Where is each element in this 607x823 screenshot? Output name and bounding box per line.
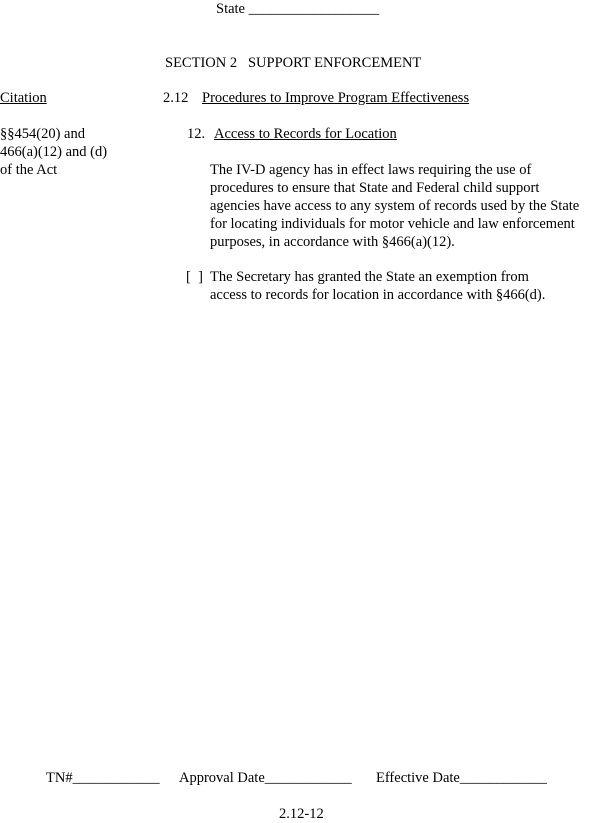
section-title: SECTION 2 SUPPORT ENFORCEMENT: [165, 55, 422, 71]
item-body-line: procedures to ensure that State and Federal child support: [210, 180, 540, 196]
citation-line: of the Act: [0, 162, 58, 178]
citation-label: Citation: [0, 90, 47, 106]
subsection-title: Procedures to Improve Program Effectiveness: [202, 90, 470, 106]
footer-approval-date: Approval Date____________: [179, 770, 352, 786]
item-body-line: The IV-D agency has in effect laws requiring the use of: [210, 162, 532, 178]
page-number: 2.12-12: [279, 806, 324, 822]
footer-tn: TN#____________: [46, 770, 160, 786]
exemption-line: access to records for location in accordance with §466(d).: [210, 287, 546, 303]
item-body-line: agencies have access to any system of records used by the State: [210, 198, 580, 214]
exemption-line: The Secretary has granted the State an exemption from: [210, 269, 529, 285]
state-line: State __________________: [216, 1, 380, 17]
item-title: Access to Records for Location: [214, 126, 397, 142]
item-body-line: purposes, in accordance with §466(a)(12).: [210, 234, 455, 250]
exemption-checkbox[interactable]: [ ]: [186, 269, 203, 285]
citation-line: 466(a)(12) and (d): [0, 144, 108, 160]
footer-effective-date: Effective Date____________: [376, 770, 547, 786]
item-number: 12.: [187, 126, 206, 142]
citation-line: §§454(20) and: [0, 126, 85, 142]
item-body-line: for locating individuals for motor vehicle and law enforcement: [210, 216, 575, 232]
subsection-number: 2.12: [163, 90, 189, 106]
